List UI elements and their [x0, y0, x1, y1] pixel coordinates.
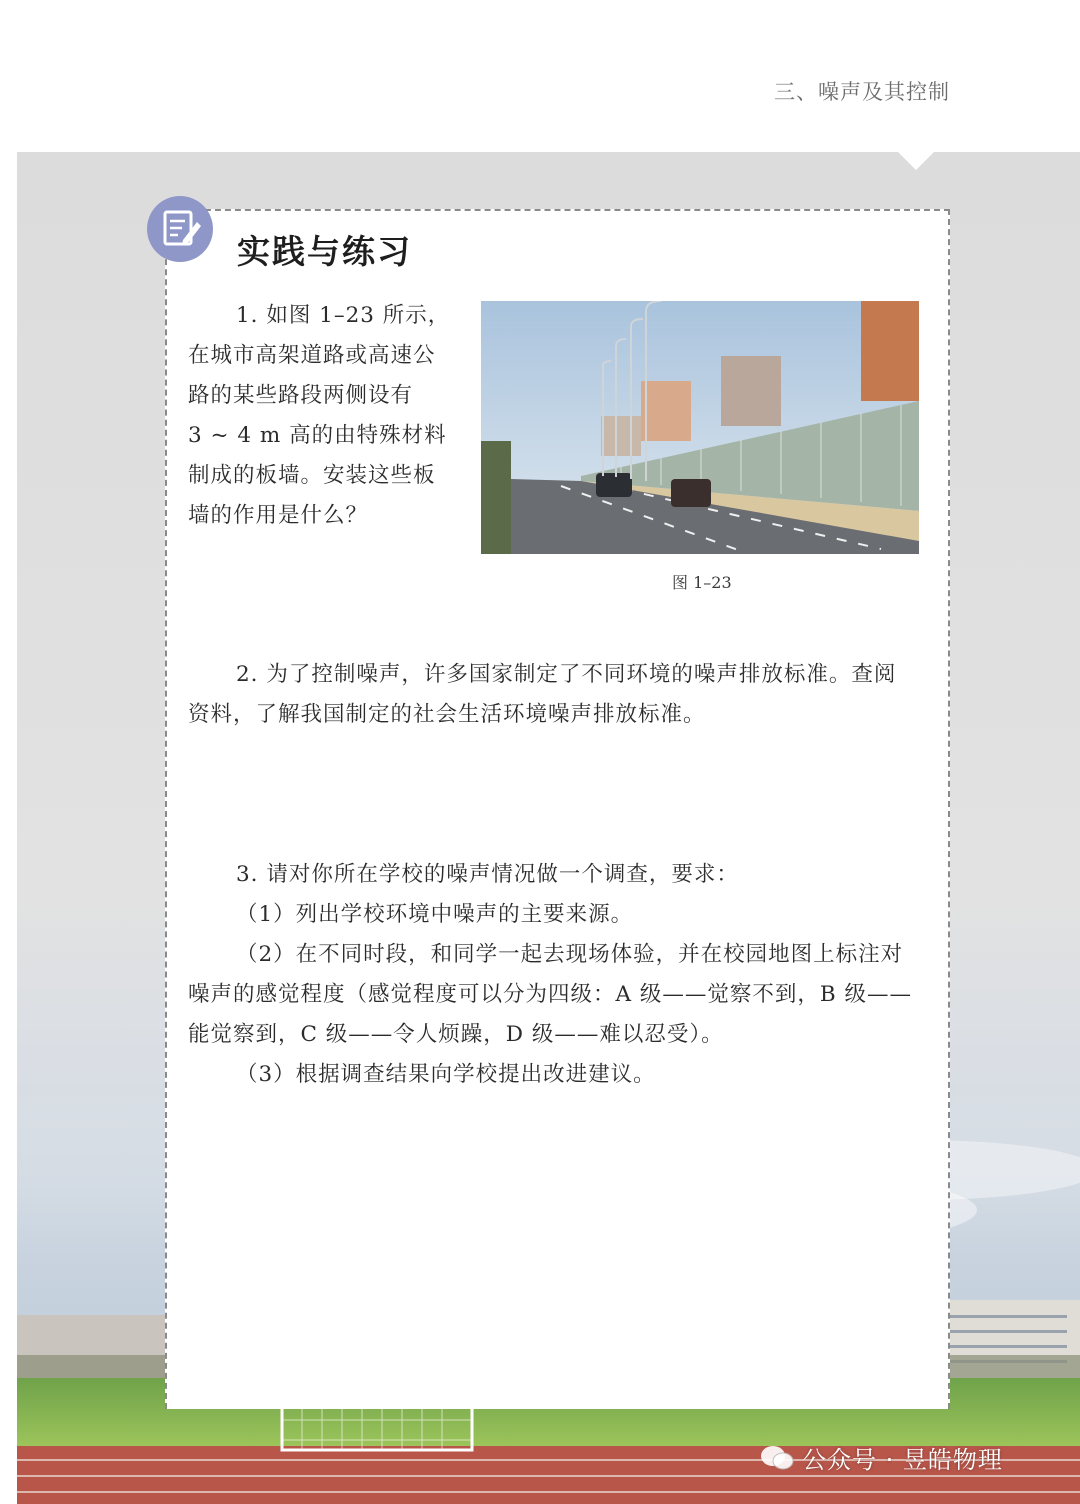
q3-line: （1）列出学校环境中噪声的主要来源。	[236, 902, 634, 927]
question-1	[188, 296, 473, 536]
q1-line: 路的某些路段两侧设有	[188, 383, 414, 408]
question-3	[188, 855, 933, 1095]
wechat-icon	[760, 1444, 794, 1472]
question-2	[188, 655, 933, 735]
q1-line: 墙的作用是什么？	[188, 503, 369, 528]
notepad-pencil-icon	[147, 196, 213, 262]
q1-line: 3 ~ 4 m 高的由特殊材料	[188, 423, 447, 448]
elevated-road-photo	[481, 301, 919, 554]
watermark-text: 公众号 · 昱皓物理	[802, 1446, 1003, 1474]
q1-line: 在城市高架道路或高速公	[188, 343, 436, 368]
q3-line: 噪声的感觉程度（感觉程度可以分为四级：A 级——觉察不到，B 级——	[188, 982, 912, 1007]
q3-line: （3）根据调查结果向学校提出改进建议。	[236, 1062, 656, 1087]
q1-line: 制成的板墙。安装这些板	[188, 463, 436, 488]
watermark	[760, 1440, 1003, 1475]
q1-line: 1. 如图 1–23 所示，	[236, 303, 451, 328]
section-header: 三、噪声及其控制	[774, 80, 950, 104]
panel-notch	[898, 152, 934, 170]
figure-caption: 图 1–23	[672, 573, 732, 592]
q3-line: 3. 请对你所在学校的噪声情况做一个调查，要求：	[236, 862, 739, 887]
q2-line: 2. 为了控制噪声，许多国家制定了不同环境的噪声排放标准。查阅	[236, 662, 897, 687]
q3-line: （2）在不同时段，和同学一起去现场体验，并在校园地图上标注对	[236, 942, 904, 967]
q3-line: 能觉察到，C 级——令人烦躁，D 级——难以忍受）。	[188, 1022, 724, 1047]
practice-title: 实践与练习	[237, 232, 412, 271]
q2-line: 资料，了解我国制定的社会生活环境噪声排放标准。	[188, 702, 706, 727]
